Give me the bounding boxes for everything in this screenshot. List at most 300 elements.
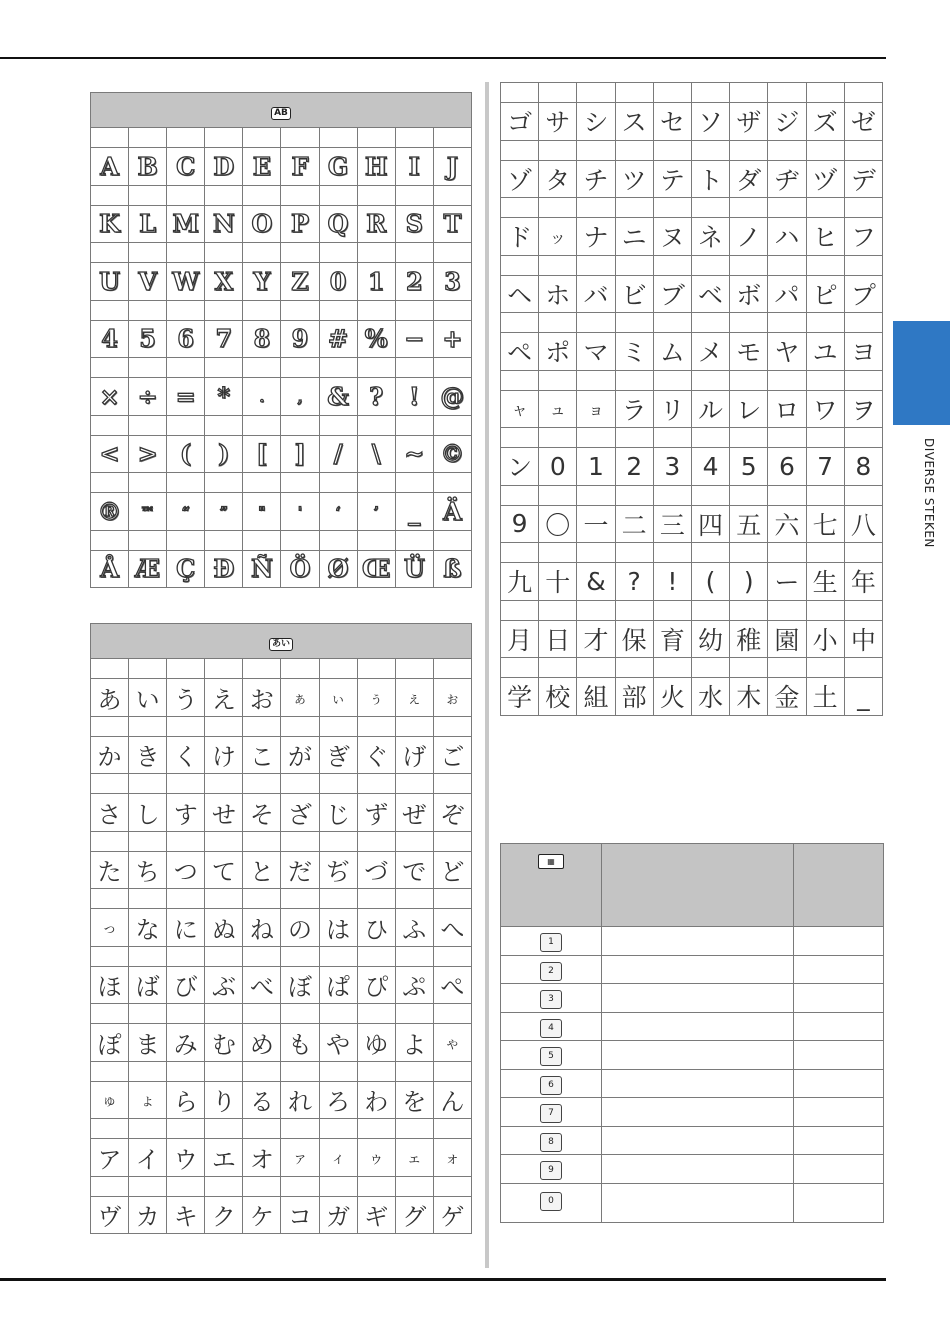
character-glyph: ミ	[621, 338, 647, 368]
stitch-number-cell	[129, 659, 167, 679]
character-cell	[129, 909, 167, 947]
stitch-number-cell	[691, 658, 729, 678]
stitch-number-cell	[319, 1119, 357, 1139]
character-glyph: &	[327, 381, 349, 411]
stitch-number-cell	[167, 358, 205, 378]
character-glyph: パ	[774, 280, 800, 310]
character-cell	[501, 678, 539, 716]
character-glyph: ÷	[137, 381, 158, 411]
character-cell	[806, 333, 844, 371]
character-cell	[319, 320, 357, 358]
character-glyph: W	[172, 266, 200, 296]
character-glyph: <	[99, 439, 120, 469]
chapter-label: DIVERSE STEKEN	[922, 438, 936, 548]
character-cell	[806, 218, 844, 256]
character-cell	[281, 1081, 319, 1119]
character-cell	[91, 679, 129, 717]
character-cell	[91, 1081, 129, 1119]
character-cell	[167, 435, 205, 473]
stitch-number-cell	[501, 313, 539, 333]
stitch-number-cell	[167, 946, 205, 966]
character-cell	[844, 390, 882, 428]
character-glyph: ぐ	[364, 743, 389, 772]
character-glyph: 1	[588, 451, 604, 481]
character-glyph: 幼	[698, 625, 724, 655]
character-cell	[395, 493, 433, 531]
character-cell	[433, 1196, 471, 1234]
character-glyph: ァ	[292, 1148, 308, 1167]
character-cell	[129, 1196, 167, 1234]
stitch-number-cell	[319, 946, 357, 966]
character-cell	[243, 679, 281, 717]
character-glyph: 六	[774, 510, 800, 540]
stitch-number-cell	[243, 185, 281, 205]
character-cell	[806, 620, 844, 658]
character-glyph: ニ	[621, 223, 647, 253]
character-cell	[730, 218, 768, 256]
character-glyph: 9	[511, 509, 528, 539]
character-glyph: け	[211, 743, 236, 772]
stitch-number-cell	[205, 530, 243, 550]
character-glyph: マ	[583, 338, 609, 368]
stitch-number-cell	[844, 83, 882, 103]
character-cell	[395, 1081, 433, 1119]
character-cell	[501, 275, 539, 313]
table-cell	[794, 1012, 884, 1041]
character-cell	[91, 493, 129, 531]
character-glyph: ホ	[545, 280, 571, 310]
table-cell	[602, 984, 794, 1013]
character-glyph: _	[857, 681, 870, 711]
character-cell	[433, 320, 471, 358]
character-cell	[539, 218, 577, 256]
character-cell	[691, 620, 729, 658]
character-glyph: ど	[440, 858, 465, 887]
character-cell	[91, 148, 129, 186]
character-cell	[357, 679, 395, 717]
character-glyph: "	[258, 504, 266, 521]
character-glyph: ®	[97, 496, 122, 526]
character-glyph: ぅ	[368, 688, 384, 707]
character-glyph: 二	[621, 510, 647, 540]
stitch-number-cell	[357, 774, 395, 794]
character-glyph: っ	[102, 918, 118, 937]
character-cell	[615, 390, 653, 428]
character-cell	[281, 205, 319, 243]
character-cell	[357, 1196, 395, 1234]
stitch-number-cell	[243, 946, 281, 966]
character-glyph: り	[211, 1088, 236, 1117]
character-cell	[433, 435, 471, 473]
character-glyph: 中	[850, 625, 876, 655]
character-glyph: ~	[404, 439, 425, 469]
character-glyph: ”	[219, 504, 228, 521]
stitch-number-cell	[243, 300, 281, 320]
character-glyph: 育	[659, 625, 685, 655]
stitch-number-cell	[91, 243, 129, 263]
character-cell	[91, 1024, 129, 1062]
stitch-number-cell	[205, 659, 243, 679]
character-glyph: し	[135, 800, 160, 829]
character-glyph: コ	[288, 1203, 313, 1232]
character-cell	[319, 794, 357, 832]
presser-foot-cell	[501, 1155, 602, 1184]
stitch-number-cell	[395, 716, 433, 736]
stitch-number-cell	[615, 370, 653, 390]
stitch-number-cell	[205, 774, 243, 794]
character-cell	[319, 550, 357, 588]
stitch-number-cell	[433, 1061, 471, 1081]
character-glyph: も	[288, 1030, 313, 1059]
stitch-number-cell	[205, 889, 243, 909]
character-cell	[730, 448, 768, 486]
stitch-number-cell	[653, 198, 691, 218]
stitch-number-cell	[539, 600, 577, 620]
presser-foot-cell	[501, 927, 602, 956]
character-cell	[653, 390, 691, 428]
character-glyph: ダ	[736, 165, 762, 195]
character-glyph: あ	[97, 685, 122, 714]
character-glyph: ム	[659, 338, 685, 368]
character-cell	[501, 563, 539, 601]
character-cell	[844, 103, 882, 141]
presser-foot-cell	[501, 1183, 602, 1222]
character-glyph: E	[252, 151, 272, 181]
character-cell	[167, 493, 205, 531]
presser-foot-5-icon: 5	[540, 1047, 562, 1066]
stitch-number-cell	[730, 140, 768, 160]
character-cell	[91, 909, 129, 947]
character-cell	[129, 148, 167, 186]
character-glyph: ‘	[335, 504, 341, 521]
character-cell	[806, 678, 844, 716]
stitch-number-cell	[768, 600, 806, 620]
stitch-number-cell	[395, 1061, 433, 1081]
character-cell	[281, 679, 319, 717]
character-cell	[91, 320, 129, 358]
character-cell	[577, 448, 615, 486]
stitch-number-cell	[539, 658, 577, 678]
character-cell	[433, 851, 471, 889]
stitch-number-cell	[730, 428, 768, 448]
character-glyph: 生	[812, 568, 838, 598]
character-cell	[691, 678, 729, 716]
stitch-number-cell	[205, 1119, 243, 1139]
character-cell	[433, 736, 471, 774]
stitch-number-cell	[319, 243, 357, 263]
character-glyph: ペ	[507, 338, 533, 368]
character-cell	[243, 1196, 281, 1234]
character-cell	[319, 1081, 357, 1119]
stitch-number-cell	[243, 889, 281, 909]
character-cell	[691, 218, 729, 256]
character-cell	[167, 1024, 205, 1062]
header-cell-icon	[501, 844, 602, 927]
table-row	[501, 1183, 884, 1222]
character-glyph: ア	[97, 1145, 122, 1174]
character-cell	[167, 320, 205, 358]
character-cell	[501, 160, 539, 198]
table-cell	[602, 1069, 794, 1098]
character-glyph: ザ	[736, 108, 762, 138]
header-cell-2	[602, 844, 794, 927]
character-cell	[844, 333, 882, 371]
character-cell	[281, 1196, 319, 1234]
character-cell	[205, 320, 243, 358]
stitch-number-cell	[577, 370, 615, 390]
character-cell	[243, 966, 281, 1004]
stitch-number-cell	[730, 255, 768, 275]
character-glyph: メ	[698, 338, 724, 368]
character-glyph: い	[135, 685, 160, 714]
character-cell	[319, 909, 357, 947]
character-cell	[691, 275, 729, 313]
stitch-number-cell	[129, 1061, 167, 1081]
character-cell	[395, 909, 433, 947]
character-glyph: 火	[659, 683, 685, 713]
presser-foot-cell	[501, 1012, 602, 1041]
stitch-number-cell	[357, 716, 395, 736]
character-cell	[501, 103, 539, 141]
character-glyph: ]	[294, 439, 306, 469]
stitch-number-cell	[844, 658, 882, 678]
character-glyph: ち	[135, 858, 160, 887]
character-glyph: ぉ	[444, 688, 460, 707]
stitch-number-cell	[129, 128, 167, 148]
character-glyph: め	[249, 1030, 274, 1059]
character-glyph: ぶ	[211, 973, 236, 1002]
character-cell	[615, 620, 653, 658]
character-cell	[615, 505, 653, 543]
character-cell	[433, 1024, 471, 1062]
character-glyph: ヨ	[850, 338, 876, 368]
bottom-rule	[0, 1278, 886, 1281]
character-cell	[539, 505, 577, 543]
character-glyph: X	[214, 266, 234, 296]
character-glyph: )	[743, 566, 754, 596]
character-cell	[243, 1139, 281, 1177]
character-glyph: 8	[253, 324, 271, 354]
character-glyph: ハ	[774, 223, 800, 253]
character-glyph: や	[326, 1030, 351, 1059]
stitch-number-cell	[319, 358, 357, 378]
character-cell	[395, 320, 433, 358]
character-glyph: フ	[850, 223, 876, 253]
character-cell	[653, 505, 691, 543]
character-glyph: ,	[297, 389, 303, 406]
stitch-number-cell	[205, 358, 243, 378]
character-glyph: 0	[329, 266, 347, 296]
stitch-number-cell	[653, 428, 691, 448]
stitch-number-cell	[129, 831, 167, 851]
stitch-number-cell	[91, 185, 129, 205]
character-glyph: グ	[402, 1203, 427, 1232]
table-row	[501, 1155, 884, 1184]
stitch-number-cell	[433, 1119, 471, 1139]
presser-foot-3-icon: 3	[540, 990, 562, 1009]
character-cell	[167, 550, 205, 588]
character-cell	[319, 263, 357, 301]
character-glyph: ヘ	[507, 280, 533, 310]
table-cell	[602, 1098, 794, 1127]
stitch-number-cell	[205, 300, 243, 320]
table-cell	[794, 1183, 884, 1222]
character-cell	[357, 966, 395, 1004]
katakana-kanji-character-table	[500, 82, 883, 716]
character-cell	[281, 378, 319, 416]
character-glyph: を	[402, 1088, 427, 1117]
character-glyph: 3	[664, 451, 681, 481]
stitch-number-cell	[395, 300, 433, 320]
character-glyph: 部	[621, 683, 647, 713]
character-cell	[243, 435, 281, 473]
stitch-number-cell	[844, 543, 882, 563]
character-cell	[281, 736, 319, 774]
stitch-number-cell	[577, 313, 615, 333]
stitch-number-cell	[395, 473, 433, 493]
character-cell	[319, 851, 357, 889]
character-glyph: ソ	[698, 108, 724, 138]
character-cell	[806, 275, 844, 313]
stitch-number-cell	[319, 831, 357, 851]
character-glyph: ん	[440, 1088, 465, 1117]
character-glyph: \	[371, 439, 381, 469]
stitch-number-cell	[539, 140, 577, 160]
character-cell	[281, 851, 319, 889]
character-glyph: リ	[659, 395, 685, 425]
character-glyph: ぷ	[402, 973, 427, 1002]
stitch-number-cell	[167, 185, 205, 205]
stitch-number-cell	[129, 473, 167, 493]
table-cell	[602, 1183, 794, 1222]
character-glyph: ゅ	[102, 1091, 118, 1110]
stitch-number-cell	[129, 946, 167, 966]
character-glyph: ピ	[812, 280, 838, 310]
character-glyph: ィ	[330, 1148, 346, 1167]
character-cell	[281, 909, 319, 947]
character-cell	[691, 103, 729, 141]
stitch-number-cell	[691, 428, 729, 448]
character-cell	[357, 435, 395, 473]
character-glyph: @	[440, 381, 465, 411]
character-glyph: ぢ	[326, 858, 351, 887]
character-cell	[768, 103, 806, 141]
character-glyph: ™	[140, 504, 155, 521]
character-glyph: げ	[402, 743, 427, 772]
stitch-number-cell	[433, 946, 471, 966]
character-cell	[691, 390, 729, 428]
character-glyph: ヤ	[774, 338, 800, 368]
character-glyph: で	[402, 858, 427, 887]
stitch-number-cell	[653, 140, 691, 160]
character-glyph: O	[251, 209, 273, 239]
stitch-number-cell	[768, 370, 806, 390]
stitch-number-cell	[433, 659, 471, 679]
stitch-number-cell	[501, 255, 539, 275]
stitch-number-cell	[91, 530, 129, 550]
stitch-number-cell	[501, 198, 539, 218]
character-glyph: 5	[740, 451, 757, 481]
stitch-number-cell	[281, 300, 319, 320]
character-glyph: 7	[817, 451, 834, 481]
character-glyph: 8	[855, 451, 872, 481]
stitch-number-cell	[281, 659, 319, 679]
stitch-number-cell	[281, 358, 319, 378]
stitch-number-cell	[577, 658, 615, 678]
stitch-number-cell	[319, 185, 357, 205]
character-cell	[243, 205, 281, 243]
character-glyph: ろ	[326, 1088, 351, 1117]
character-cell	[129, 736, 167, 774]
character-glyph: ヅ	[812, 165, 838, 195]
table-cell	[794, 1069, 884, 1098]
stitch-number-cell	[167, 300, 205, 320]
stitch-number-cell	[167, 774, 205, 794]
character-cell	[357, 378, 395, 416]
stitch-number-cell	[653, 313, 691, 333]
character-glyph: Ç	[176, 554, 196, 584]
stitch-number-cell	[691, 140, 729, 160]
character-glyph: て	[211, 858, 236, 887]
stitch-number-cell	[615, 140, 653, 160]
character-cell	[501, 333, 539, 371]
character-glyph: ビ	[621, 280, 647, 310]
character-cell	[653, 160, 691, 198]
stitch-number-cell	[691, 313, 729, 333]
stitch-number-cell	[91, 358, 129, 378]
character-glyph: ョ	[587, 400, 604, 420]
character-glyph: 日	[545, 625, 571, 655]
character-cell	[653, 448, 691, 486]
character-glyph: 金	[774, 683, 800, 713]
stitch-number-cell	[806, 313, 844, 333]
stitch-number-cell	[539, 255, 577, 275]
stitch-number-cell	[129, 1119, 167, 1139]
character-glyph: “	[181, 504, 190, 521]
character-cell	[806, 103, 844, 141]
stitch-number-cell	[730, 370, 768, 390]
character-cell	[691, 333, 729, 371]
character-glyph: な	[135, 915, 160, 944]
character-cell	[281, 550, 319, 588]
character-cell	[205, 679, 243, 717]
stitch-number-cell	[205, 946, 243, 966]
character-cell	[205, 794, 243, 832]
stitch-number-cell	[577, 140, 615, 160]
character-glyph: 月	[507, 625, 533, 655]
character-glyph: 7	[215, 324, 233, 354]
stitch-number-cell	[691, 485, 729, 505]
stitch-number-cell	[243, 473, 281, 493]
character-glyph: Ð	[213, 554, 235, 584]
stitch-number-cell	[615, 255, 653, 275]
character-cell	[319, 378, 357, 416]
character-glyph: 0	[549, 451, 566, 481]
character-cell	[357, 263, 395, 301]
character-glyph: よ	[402, 1030, 427, 1059]
stitch-number-cell	[806, 543, 844, 563]
stitch-number-cell	[501, 543, 539, 563]
stitch-number-cell	[730, 198, 768, 218]
hiragana-character-table	[90, 623, 472, 1234]
latin-character-table	[90, 92, 472, 588]
stitch-number-cell	[357, 1061, 395, 1081]
stitch-number-cell	[281, 1176, 319, 1196]
stitch-number-cell	[129, 716, 167, 736]
stitch-number-cell	[357, 946, 395, 966]
character-glyph: 一	[583, 510, 609, 540]
presser-foot-4-icon: 4	[540, 1019, 562, 1038]
